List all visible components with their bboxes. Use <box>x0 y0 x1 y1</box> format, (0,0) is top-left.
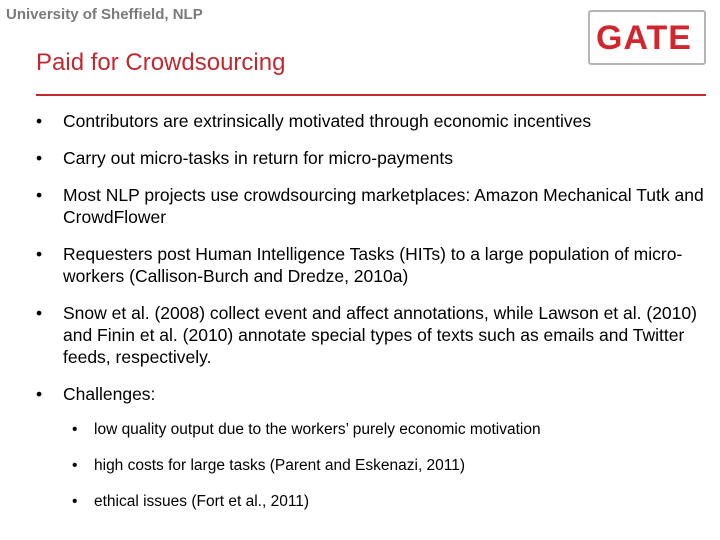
organization-label: University of Sheffield, NLP <box>6 6 203 23</box>
bullet-item: • Snow et al. (2008) collect event and affect annotations, while Lawson et al. (2010) and Finin et al. (2010) annotate special types of texts such as emails and Twitter feeds, respectively. <box>36 302 706 368</box>
bullet-item: • Most NLP projects use crowdsourcing marketplaces: Amazon Mechanical Tutk and CrowdFlower <box>36 184 706 228</box>
bullet-item: • Requesters post Human Intelligence Tasks (HITs) to a large population of micro-workers (Callison-Burch and Dredze, 2010a) <box>36 243 706 287</box>
bullet-list <box>36 110 706 512</box>
bullet-item: • Challenges: <box>36 383 706 405</box>
slide-title: Paid for Crowdsourcing <box>36 49 286 76</box>
sub-bullet-item: • low quality output due to the workers’ purely economic motivation <box>72 420 706 440</box>
title-divider <box>36 94 706 96</box>
bullet-item: • Contributors are extrinsically motivated through economic incentives <box>36 110 706 132</box>
sub-bullet-item: • ethical issues (Fort et al., 2011) <box>72 492 706 512</box>
bullet-item: • Carry out micro-tasks in return for micro-payments <box>36 147 706 169</box>
gate-logo-text: GATE <box>596 19 692 57</box>
sub-bullet-item: • high costs for large tasks (Parent and Eskenazi, 2011) <box>72 456 706 476</box>
gate-logo <box>588 10 706 65</box>
